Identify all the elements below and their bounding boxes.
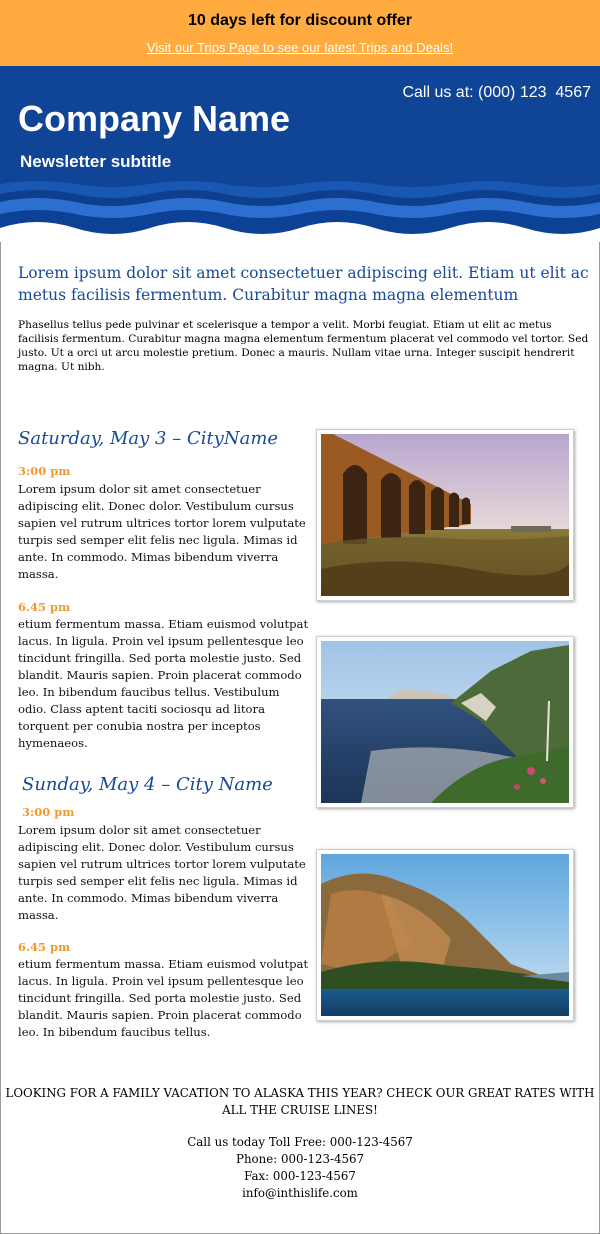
trips-page-link[interactable]: Visit our Trips Page to see our latest Trips and Deals! [146,40,454,55]
aqueduct-photo [316,429,574,601]
coastline-photo [316,636,574,808]
promo-bar [0,0,600,66]
event-description: Lorem ipsum dolor sit amet consectetuer adipiscing elit. Donec dolor. Vestibulum cursus sapien vel rutrum ultrices tortor lorem vulputate turpis sed semper elit felis nec ligula. Mimas id ante. In commodo. Mimas bibendum viverra massa. [18,823,306,922]
event-time: 3:00 pm [22,805,75,819]
newsletter-header [0,66,600,242]
event-description: etium fermentum massa. Etiam euismod volutpat lacus. In ligula. Proin vel ipsum pellentesque leo tincidunt fringilla. Sed porta molestie justo. Sed blandit. Mauris sapien. Proin placerat commodo leo. In bibendum faucibus tellus. [18,957,309,1039]
event-description: etium fermentum massa. Etiam euismod volutpat lacus. In ligula. Proin vel ipsum pellentesque leo tincidunt fringilla. Sed porta molestie justo. Sed blandit. Mauris sapien. Proin placerat commodo leo. In bibendum faucibus tellus. Vestibulum odio. Class aptent taciti sociosqu ad litora torquent per conubia nostra per inceptos hymenaeos. [18,617,309,750]
event-time: 6.45 pm [18,940,71,954]
call-us-phone: Call us at: (000) 123 4567 [402,84,591,101]
cliff-photo [316,849,574,1021]
company-name: Company Name [18,98,291,139]
footer-phone: Phone: 000-123-4567 [236,1152,364,1166]
footer-email[interactable]: info@inthislife.com [242,1186,358,1200]
event-time: 3:00 pm [18,464,71,478]
wave-decoration [0,176,600,242]
footer-fax: Fax: 000-123-4567 [244,1169,356,1183]
intro-title: Lorem ipsum dolor sit amet consectetuer adipiscing elit. Etiam ut elit ac metus facilisis fermentum. Curabitur magna magna elementum [18,264,589,304]
footer-toll-free: Call us today Toll Free: 000-123-4567 [187,1135,413,1149]
event-description: Lorem ipsum dolor sit amet consectetuer adipiscing elit. Donec dolor. Vestibulum cursus sapien vel rutrum ultrices tortor lorem vulputate turpis sed semper elit felis nec ligula. Mimas id ante. In commodo. Mimas bibendum viverra massa. [18,482,306,581]
day-title-sunday: Sunday, May 4 – City Name [22,774,273,795]
footer-cta: LOOKING FOR A FAMILY VACATION TO ALASKA THIS YEAR? CHECK OUR GREAT RATES WITH ALL THE CRUISE LINES! [5,1086,595,1117]
newsletter-subtitle: Newsletter subtitle [20,152,172,171]
event-time: 6.45 pm [18,600,71,614]
promo-headline: 10 days left for discount offer [187,12,413,29]
day-title-saturday: Saturday, May 3 – CityName [18,428,279,449]
intro-body: Phasellus tellus pede pulvinar et scelerisque a tempor a velit. Morbi feugiat. Etiam ut elit ac metus facilisis fermentum. Curabitur magna magna elementum fermentum placerat vel commodo vel tortor. Sed justo. Ut a orci ut arcu molestie pretium. Donec a mauris. Nullam vitae urna. Integer suscipit hendrerit magna. Ut nibh. [18,319,589,373]
